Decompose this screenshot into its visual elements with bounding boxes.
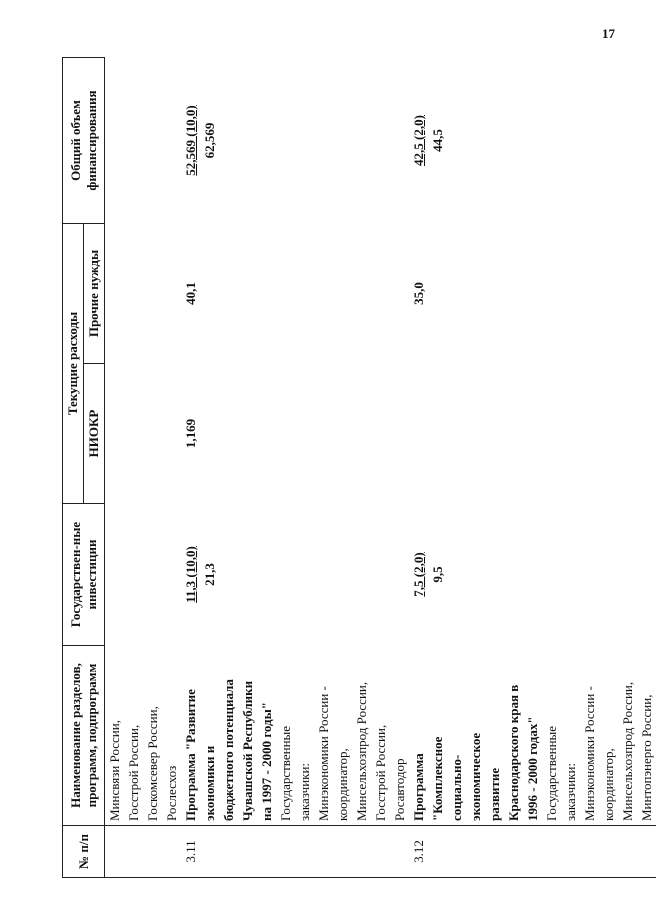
program-detail-line: координатор, (335, 748, 350, 821)
program-title-line: бюджетного потенциала (221, 679, 236, 821)
table-row (409, 58, 656, 878)
total-value: 52,569 (10,0) (183, 105, 198, 176)
program-detail-line: заказчики: (297, 762, 312, 821)
program-title-line: "Комплексное (430, 736, 445, 821)
program-detail-line: заказчики: (563, 762, 578, 821)
program-title-line: развитие (487, 767, 502, 821)
financing-table (62, 57, 656, 878)
program-detail-line: Минтопэнерго России, (639, 694, 654, 821)
row-number: 3.12 (409, 826, 656, 878)
program-title-line: социально- (449, 754, 464, 821)
program-detail-line: Минсельхозпрод России, (354, 681, 369, 821)
program-detail-line: Госстрой России, (373, 724, 388, 821)
row-name (181, 646, 409, 826)
table-row (181, 58, 409, 878)
header-row-top (63, 58, 84, 878)
program-title-line: экономики и (202, 745, 217, 821)
header-current-expenses: Текущие расходы (63, 224, 84, 504)
investments-value: 11,3 (10,0) (183, 546, 198, 603)
total-cell (181, 58, 409, 224)
header-other-needs: Прочие нужды (84, 224, 105, 364)
program-title-line: Чувашской Республики (240, 680, 255, 821)
total-cell (409, 58, 656, 224)
total-subvalue: 62,569 (202, 122, 217, 159)
investments-value: 7,5 (2,0) (411, 552, 426, 597)
continuation-row (105, 58, 182, 878)
program-detail-line: Государственные (544, 725, 559, 821)
program-title-line: Программа (411, 753, 426, 821)
niokr-value: 1,169 (183, 418, 198, 449)
continuation-line: Госстрой России, (126, 724, 141, 821)
program-detail-line: Минсельхозпрод России, (620, 681, 635, 821)
program-detail-line: Государственные (278, 725, 293, 821)
continuation-line: Минсвязи России, (107, 720, 122, 821)
niokr-value (409, 364, 656, 504)
total-subvalue: 44,5 (430, 129, 445, 152)
program-title-line: экономическое (468, 732, 483, 821)
row-number: 3.11 (181, 826, 409, 878)
investments-cell (181, 504, 409, 646)
investments-subvalue: 21,3 (202, 563, 217, 586)
header-name: Наименование разделов, программ, подпрограмм (63, 646, 105, 826)
program-detail-line: Минэкономики России - (582, 686, 597, 821)
program-title-line: Краснодарского края в (506, 684, 521, 821)
row-name (409, 646, 656, 826)
total-value: 42,5 (2,0) (411, 115, 426, 166)
continuation-line: Рослесхоз (164, 765, 179, 821)
program-detail-line: координатор, (601, 748, 616, 821)
header-niokr: НИОКР (84, 364, 105, 504)
rotated-table-page (62, 58, 654, 878)
program-title-line: на 1997 - 2000 годы" (259, 702, 274, 821)
investments-cell (409, 504, 656, 646)
other-needs-value: 35,0 (411, 282, 426, 305)
continuation-line: Госкомсевер России, (145, 706, 160, 821)
investments-subvalue: 9,5 (430, 566, 445, 583)
program-detail-line: Минэкономики России - (316, 686, 331, 821)
header-number: № п/п (63, 826, 105, 878)
header-investments: Государствен-ные инвестиции (63, 504, 105, 646)
header-total: Общий объем финансирования (63, 58, 105, 224)
program-title-line: 1996 - 2000 годах" (525, 716, 540, 821)
page-number: 17 (602, 26, 615, 41)
other-needs-value: 40,1 (183, 282, 198, 305)
program-title-line: Программа "Развитие (183, 689, 198, 821)
program-detail-line: Росавтодор (392, 758, 407, 821)
